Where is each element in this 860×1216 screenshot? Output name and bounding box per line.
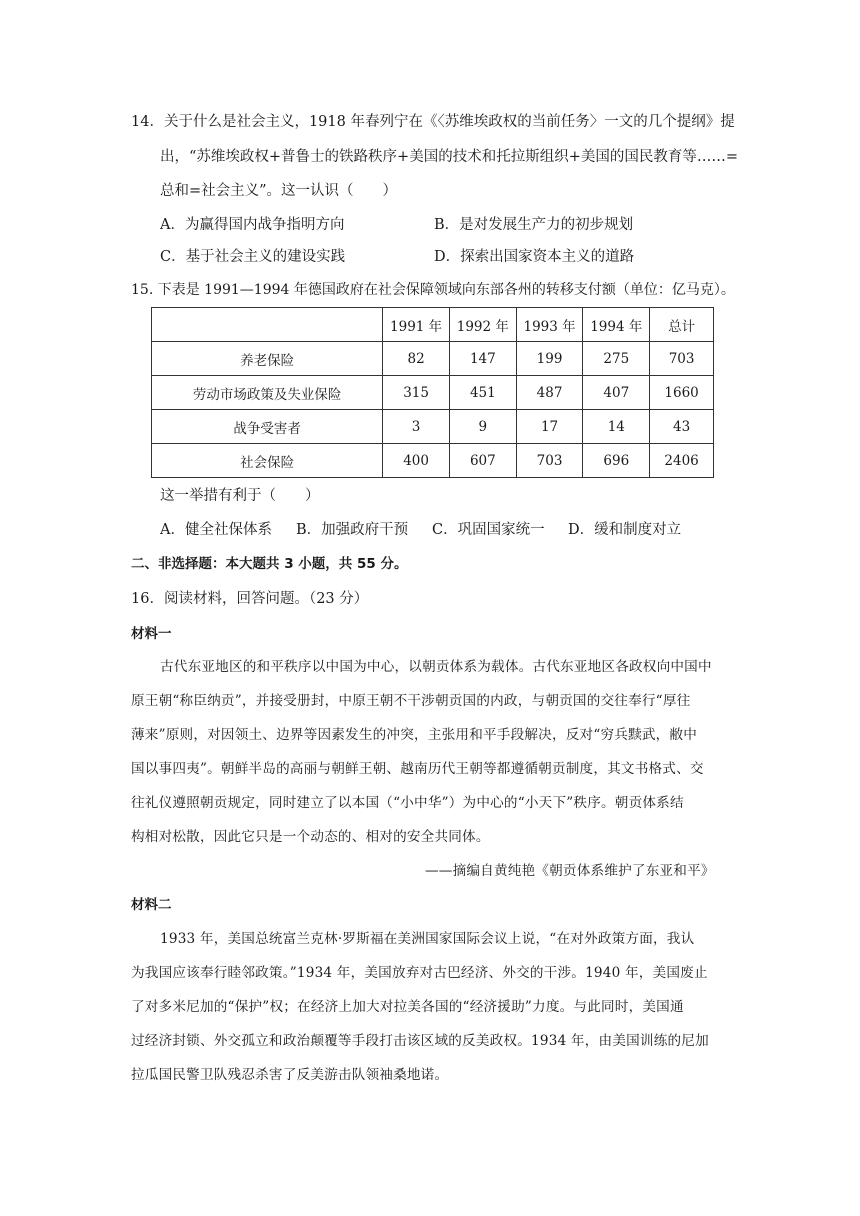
q15-option-a[interactable]: A．健全社保体系 bbox=[160, 522, 272, 538]
table-cell: 社会保险 bbox=[152, 444, 383, 478]
table-header-cell: 1992 年 bbox=[449, 308, 516, 342]
table-header-row bbox=[152, 308, 714, 342]
table-cell: 703 bbox=[516, 444, 583, 478]
table-cell: 407 bbox=[583, 376, 650, 410]
table-cell: 养老保险 bbox=[152, 342, 383, 376]
table-cell: 劳动市场政策及失业保险 bbox=[152, 376, 383, 410]
table-cell: 147 bbox=[449, 342, 516, 376]
table-cell: 1660 bbox=[650, 376, 714, 410]
table-cell: 3 bbox=[383, 410, 450, 444]
material-1-source: ——摘编自黄纯艳《朝贡体系维护了东亚和平》 bbox=[425, 863, 715, 879]
q14-option-c[interactable]: C．基于社会主义的建设实践 bbox=[160, 249, 346, 265]
material-1-line: 古代东亚地区的和平秩序以中国为中心，以朝贡体系为载体。古代东亚地区各政权向中国中 bbox=[160, 659, 712, 675]
table-cell: 400 bbox=[383, 444, 450, 478]
table-header-cell: 1994 年 bbox=[583, 308, 650, 342]
q14-line-1: 14．关于什么是社会主义，1918 年春列宁在《〈苏维埃政权的当前任务〉一文的几个提纲》提 bbox=[131, 114, 735, 130]
table-cell: 43 bbox=[650, 410, 714, 444]
q14-option-b[interactable]: B．是对发展生产力的初步规划 bbox=[434, 217, 634, 233]
transfer-table bbox=[151, 307, 714, 478]
q16-stem: 16．阅读材料，回答问题。（23 分） bbox=[131, 591, 369, 607]
q14-line-3: 总和=社会主义”。这一认识（ ） bbox=[160, 183, 398, 199]
q14-line-2: 出，“苏维埃政权+普鲁士的铁路秩序+美国的技术和托拉斯组织+美国的国民教育等……= bbox=[160, 149, 739, 165]
table-cell: 战争受害者 bbox=[152, 410, 383, 444]
material-2-line: 1933 年，美国总统富兰克林·罗斯福在美洲国家国际会议上说，“在对外政策方面，我认 bbox=[160, 931, 695, 947]
table-row bbox=[152, 342, 714, 376]
material-2-line: 为我国应该奉行睦邻政策。”1934 年，美国放弃对古巴经济、外交的干涉。1940 年，美国废止 bbox=[131, 965, 708, 981]
table-cell: 487 bbox=[516, 376, 583, 410]
material-1-line: 原王朝“称臣纳贡”，并接受册封，中原王朝不干涉朝贡国的内政，与朝贡国的交往奉行“厚往 bbox=[131, 693, 691, 709]
section-2-heading: 二、非选择题：本大题共 3 小题，共 55 分。 bbox=[131, 556, 408, 572]
table-cell: 696 bbox=[583, 444, 650, 478]
material-1-line: 构相对松散，因此它只是一个动态的、相对的安全共同体。 bbox=[131, 829, 490, 845]
q14-option-d[interactable]: D．探索出国家资本主义的道路 bbox=[434, 249, 635, 265]
table-cell: 607 bbox=[449, 444, 516, 478]
table-row bbox=[152, 410, 714, 444]
table-header-cell: 总计 bbox=[650, 308, 714, 342]
q15-option-b[interactable]: B．加强政府干预 bbox=[296, 522, 409, 538]
table-row bbox=[152, 444, 714, 478]
table-cell: 199 bbox=[516, 342, 583, 376]
table-cell: 2406 bbox=[650, 444, 714, 478]
material-2-line: 了对多米尼加的“保护”权；在经济上加大对拉美各国的“经济援助”力度。与此同时，美国通 bbox=[131, 999, 684, 1015]
table-cell: 703 bbox=[650, 342, 714, 376]
material-1-line: 往礼仪遵照朝贡规定，同时建立了以本国（“小中华”）为中心的“小天下”秩序。朝贡体系结 bbox=[131, 795, 684, 811]
material-2-line: 过经济封锁、外交孤立和政治颠覆等手段打击该区域的反美政权。1934 年，由美国训练的尼加 bbox=[131, 1033, 709, 1049]
table-cell: 14 bbox=[583, 410, 650, 444]
table-cell: 451 bbox=[449, 376, 516, 410]
material-2-line: 拉瓜国民警卫队残忍杀害了反美游击队领袖桑地诺。 bbox=[131, 1067, 449, 1083]
material-1-title: 材料一 bbox=[131, 626, 172, 642]
material-1-line: 薄来”原则，对因领土、边界等因素发生的冲突，主张用和平手段解决，反对“穷兵黩武，敝中 bbox=[131, 727, 698, 743]
table-cell: 9 bbox=[449, 410, 516, 444]
q14-option-a[interactable]: A．为赢得国内战争指明方向 bbox=[160, 217, 345, 233]
table-header-cell: 1993 年 bbox=[516, 308, 583, 342]
material-1-line: 国以事四夷”。朝鲜半岛的高丽与朝鲜王朝、越南历代王朝等都遵循朝贡制度，其文书格式、交 bbox=[131, 761, 704, 777]
q15-option-c[interactable]: C．巩固国家统一 bbox=[432, 522, 545, 538]
table-cell: 17 bbox=[516, 410, 583, 444]
q15-stem: 15. 下表是 1991—1994 年德国政府在社会保障领域向东部各州的转移支付额（单位：亿马克）。 bbox=[131, 282, 735, 298]
q15-option-d[interactable]: D．缓和制度对立 bbox=[568, 522, 682, 538]
q15-question: 这一举措有利于（ ） bbox=[160, 488, 320, 504]
table-cell: 82 bbox=[383, 342, 450, 376]
table-cell: 275 bbox=[583, 342, 650, 376]
material-2-title: 材料二 bbox=[131, 897, 172, 913]
table-row bbox=[152, 376, 714, 410]
table-cell: 315 bbox=[383, 376, 450, 410]
table-header-cell: 1991 年 bbox=[383, 308, 450, 342]
table-header-cell bbox=[152, 308, 383, 342]
